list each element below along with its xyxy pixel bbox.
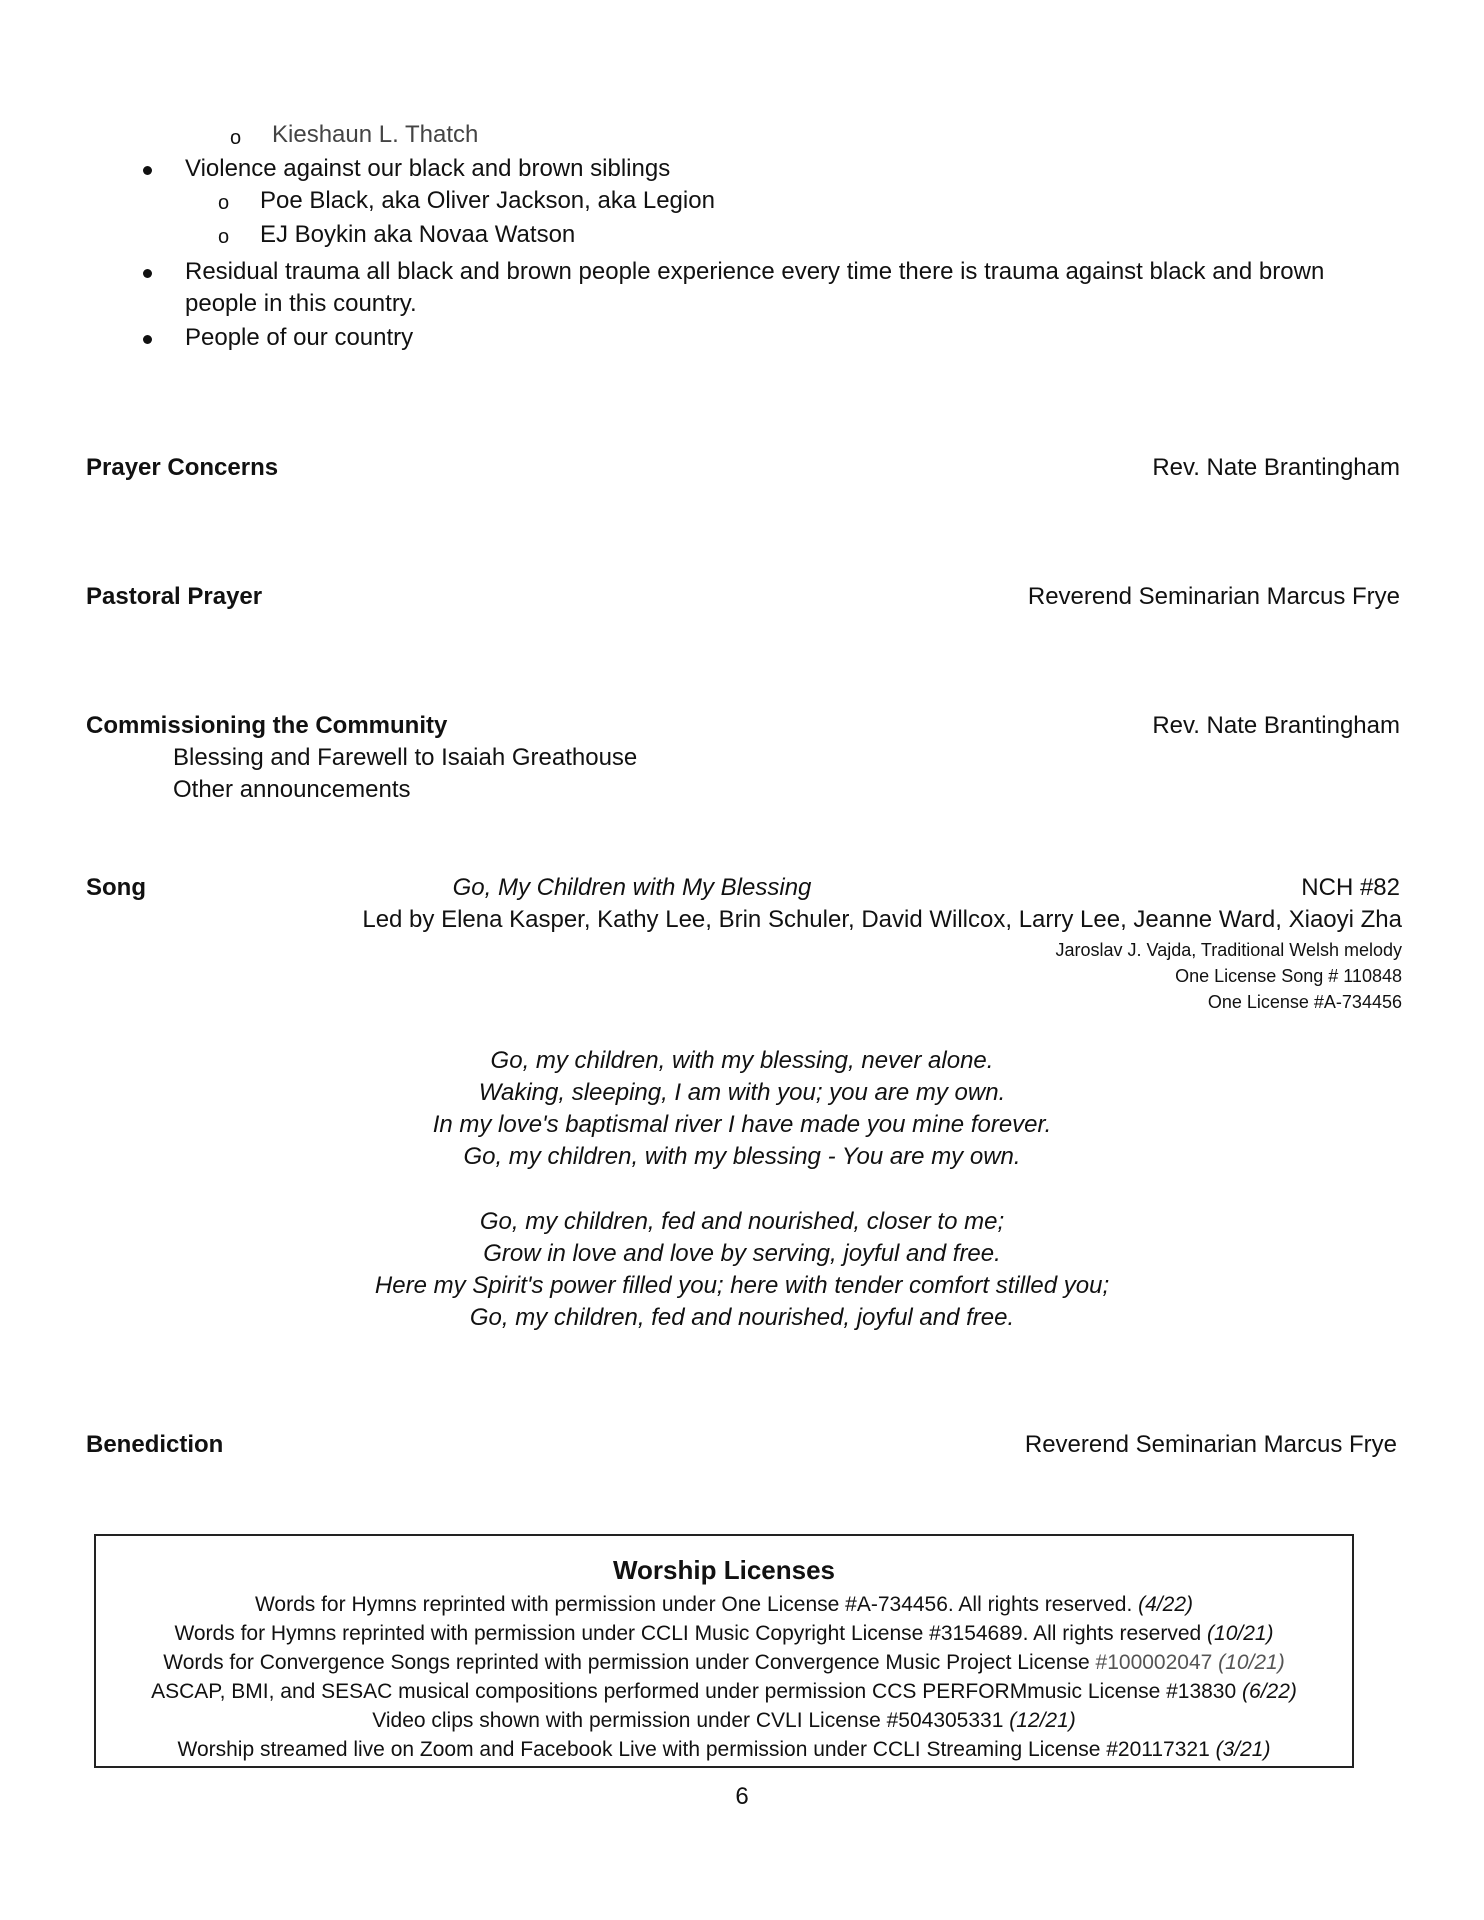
lyric-line: Go, my children, fed and nourished, closer to me; xyxy=(479,1208,1005,1235)
section-leader: Reverend Seminarian Marcus Frye xyxy=(1027,583,1400,610)
lyric-line: In my love's baptismal river I have made you mine forever. xyxy=(432,1111,1052,1138)
section-title: Prayer Concerns xyxy=(86,454,279,481)
licenses-title: Worship Licenses xyxy=(612,1555,836,1585)
song-credit: One License Song # 110848 xyxy=(1175,966,1402,986)
license-date: (3/21) xyxy=(1215,1738,1271,1761)
license-date: (6/22) xyxy=(1242,1680,1297,1703)
license-date: (4/22) xyxy=(1138,1593,1194,1616)
sub-bullet-marker: o xyxy=(218,226,230,248)
list-item: People of our country xyxy=(185,324,414,351)
section-title: Benediction xyxy=(86,1431,224,1458)
license-text: ASCAP, BMI, and SESAC musical compositions performed under permission CCS PERFORMmusic License #13830 xyxy=(151,1680,1237,1703)
section-leader: Reverend Seminarian Marcus Frye xyxy=(1024,1431,1397,1458)
license-line xyxy=(96,1591,1352,1618)
song-credit: Jaroslav J. Vajda, Traditional Welsh melody xyxy=(1055,940,1402,960)
lyric-line: Waking, sleeping, I am with you; you are my own. xyxy=(478,1079,1006,1106)
section-item: Other announcements xyxy=(173,776,411,803)
lyric-line: Go, my children, with my blessing, never alone. xyxy=(490,1047,994,1074)
list-subitem: EJ Boykin aka Novaa Watson xyxy=(260,221,576,248)
license-line xyxy=(96,1620,1352,1647)
lyric-line: Go, my children, with my blessing - You are my own. xyxy=(463,1143,1021,1170)
song-number: NCH #82 xyxy=(1301,874,1400,901)
license-date: (12/21) xyxy=(1009,1709,1076,1732)
bullet-marker xyxy=(143,166,152,175)
song-led-by: Led by Elena Kasper, Kathy Lee, Brin Schuler, David Willcox, Larry Lee, Jeanne Ward, Xiaoyi Zha xyxy=(362,906,1402,933)
lyric-line: Go, my children, fed and nourished, joyful and free. xyxy=(469,1304,1015,1331)
sub-bullet-marker: o xyxy=(218,192,230,214)
section-leader: Rev. Nate Brantingham xyxy=(1152,712,1400,739)
license-number: #100002047 xyxy=(1095,1651,1213,1674)
license-line xyxy=(96,1736,1352,1763)
license-line xyxy=(96,1707,1352,1734)
list-subitem: Poe Black, aka Oliver Jackson, aka Legion xyxy=(260,187,715,214)
license-text: Video clips shown with permission under CVLI License #504305331 xyxy=(372,1709,1004,1732)
license-text: Words for Convergence Songs reprinted with permission under Convergence Music Project License xyxy=(163,1651,1090,1674)
song-credit: One License #A-734456 xyxy=(1207,992,1402,1012)
list-item: Residual trauma all black and brown people experience every time there is trauma against black and brown xyxy=(185,258,1325,285)
section-item: Blessing and Farewell to Isaiah Greathouse xyxy=(173,744,638,771)
sub-bullet-marker: o xyxy=(230,127,242,149)
list-item: Violence against our black and brown siblings xyxy=(185,155,671,182)
lyric-line: Here my Spirit's power filled you; here with tender comfort stilled you; xyxy=(374,1272,1110,1299)
worship-licenses-box xyxy=(94,1534,1354,1768)
list-item-continuation: people in this country. xyxy=(185,290,417,317)
license-line xyxy=(96,1678,1352,1705)
bullet-marker xyxy=(143,269,152,278)
section-leader: Rev. Nate Brantingham xyxy=(1152,454,1400,481)
song-label: Song xyxy=(86,874,146,901)
license-date: (10/21) xyxy=(1207,1622,1274,1645)
license-date: (10/21) xyxy=(1218,1651,1285,1674)
license-text: Worship streamed live on Zoom and Facebook Live with permission under CCLI Streaming License #20117321 xyxy=(177,1738,1210,1761)
lyric-line: Grow in love and love by serving, joyful and free. xyxy=(483,1240,1001,1267)
section-title: Commissioning the Community xyxy=(86,712,448,739)
license-text: Words for Hymns reprinted with permission under One License #A-734456. All rights reserved. xyxy=(254,1593,1133,1616)
bullet-marker xyxy=(143,335,152,344)
page-number: 6 xyxy=(735,1783,749,1810)
license-text: Words for Hymns reprinted with permission under CCLI Music Copyright License #3154689. All rights reserved xyxy=(174,1622,1202,1645)
song-title: Go, My Children with My Blessing xyxy=(452,874,812,901)
license-line xyxy=(96,1649,1352,1676)
section-title: Pastoral Prayer xyxy=(86,583,263,610)
list-subitem: Kieshaun L. Thatch xyxy=(272,121,479,148)
